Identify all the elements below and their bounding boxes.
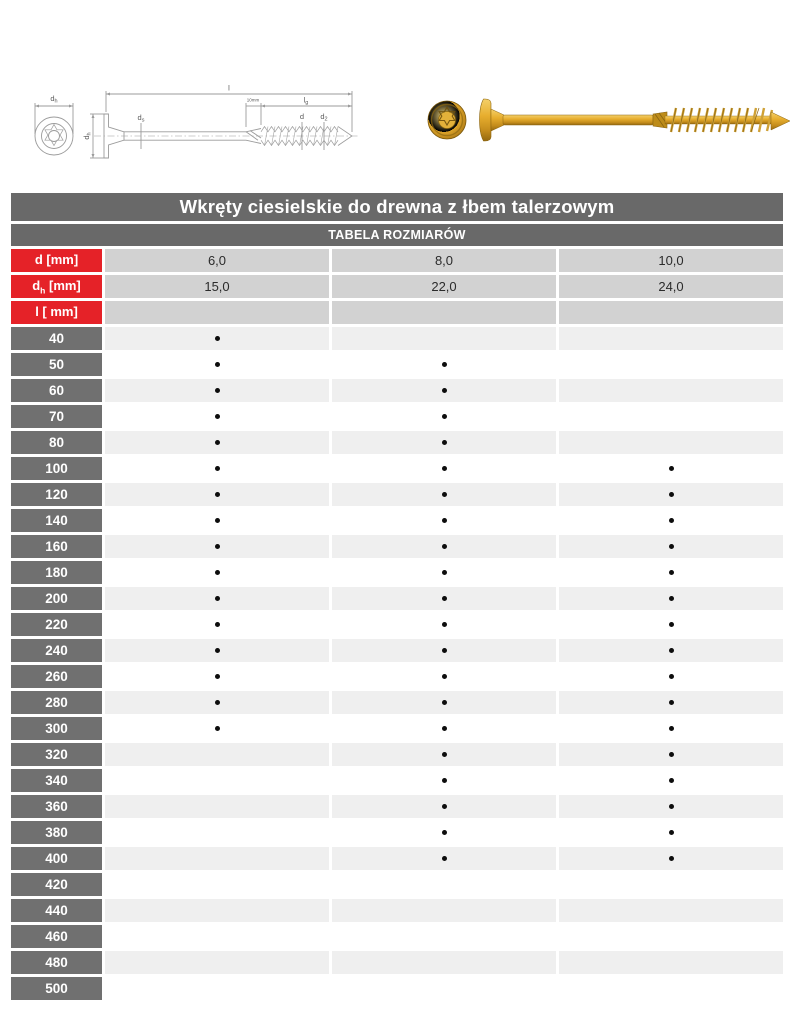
param-value: 8,0	[332, 249, 556, 272]
availability-dot	[669, 492, 674, 497]
availability-dot	[215, 336, 220, 341]
size-row	[11, 587, 783, 610]
availability-cell	[559, 353, 783, 376]
screw-body-photo	[480, 99, 791, 141]
availability-cell	[332, 769, 556, 792]
availability-cell	[105, 327, 329, 350]
availability-cell	[559, 769, 783, 792]
availability-cell	[332, 951, 556, 974]
availability-dot	[669, 830, 674, 835]
availability-cell	[105, 873, 329, 896]
size-row	[11, 639, 783, 662]
availability-dot	[669, 596, 674, 601]
availability-dot	[669, 778, 674, 783]
param-row	[11, 275, 783, 298]
availability-dot	[442, 414, 447, 419]
availability-cell	[105, 795, 329, 818]
length-label: 280	[11, 691, 102, 714]
availability-cell	[332, 717, 556, 740]
length-label: 400	[11, 847, 102, 870]
length-label: 70	[11, 405, 102, 428]
param-value: 24,0	[559, 275, 783, 298]
length-label: 220	[11, 613, 102, 636]
availability-cell	[559, 795, 783, 818]
availability-dot	[442, 570, 447, 575]
availability-cell	[105, 743, 329, 766]
availability-cell	[559, 613, 783, 636]
size-rows	[11, 327, 783, 1000]
length-label: 60	[11, 379, 102, 402]
size-row	[11, 483, 783, 506]
param-value	[332, 301, 556, 324]
length-label: 360	[11, 795, 102, 818]
availability-dot	[442, 700, 447, 705]
size-row	[11, 327, 783, 350]
length-label: 200	[11, 587, 102, 610]
availability-cell	[332, 483, 556, 506]
size-row	[11, 613, 783, 636]
param-label	[11, 249, 102, 272]
availability-dot	[669, 804, 674, 809]
technical-drawing	[6, 6, 366, 191]
length-label: 340	[11, 769, 102, 792]
availability-cell	[105, 457, 329, 480]
availability-cell	[105, 691, 329, 714]
availability-cell	[559, 457, 783, 480]
availability-dot	[215, 466, 220, 471]
availability-cell	[105, 717, 329, 740]
availability-dot	[669, 518, 674, 523]
availability-dot	[442, 726, 447, 731]
length-label: 180	[11, 561, 102, 584]
length-label: 420	[11, 873, 102, 896]
size-row	[11, 509, 783, 532]
size-row	[11, 379, 783, 402]
availability-cell	[105, 951, 329, 974]
param-value: 22,0	[332, 275, 556, 298]
availability-cell	[105, 587, 329, 610]
availability-dot	[215, 726, 220, 731]
param-value: 10,0	[559, 249, 783, 272]
torx-star-outline	[45, 125, 63, 146]
availability-cell	[559, 405, 783, 428]
availability-dot	[669, 726, 674, 731]
size-row	[11, 925, 783, 948]
size-row	[11, 717, 783, 740]
availability-dot	[442, 804, 447, 809]
availability-cell	[105, 613, 329, 636]
param-label	[11, 301, 102, 324]
availability-dot	[442, 388, 447, 393]
availability-cell	[559, 561, 783, 584]
availability-cell	[559, 691, 783, 714]
length-label: 40	[11, 327, 102, 350]
size-row	[11, 535, 783, 558]
availability-dot	[442, 518, 447, 523]
length-label: 500	[11, 977, 102, 1000]
length-label: 240	[11, 639, 102, 662]
screw-side-view	[82, 84, 358, 159]
availability-cell	[105, 431, 329, 454]
length-label: 320	[11, 743, 102, 766]
param-value	[105, 301, 329, 324]
availability-dot	[669, 674, 674, 679]
dim-label-lg: $l_g$	[303, 95, 309, 107]
size-row	[11, 691, 783, 714]
availability-cell	[332, 561, 556, 584]
availability-dot	[669, 648, 674, 653]
availability-cell	[105, 379, 329, 402]
dim-label-ds: $d_s$	[137, 113, 145, 124]
availability-dot	[442, 622, 447, 627]
param-value: 15,0	[105, 275, 329, 298]
availability-dot	[215, 414, 220, 419]
param-row	[11, 301, 783, 324]
availability-dot	[442, 596, 447, 601]
length-label: 460	[11, 925, 102, 948]
size-row	[11, 431, 783, 454]
size-row	[11, 847, 783, 870]
size-row	[11, 405, 783, 428]
availability-cell	[332, 457, 556, 480]
size-row	[11, 743, 783, 766]
thread	[261, 127, 338, 132]
dim-label-d: d	[299, 112, 305, 121]
availability-cell	[332, 691, 556, 714]
size-row	[11, 353, 783, 376]
availability-cell	[559, 899, 783, 922]
availability-cell	[559, 821, 783, 844]
table-subtitle: TABELA ROZMIARÓW	[11, 224, 783, 246]
availability-cell	[559, 639, 783, 662]
head-top-view	[35, 94, 73, 155]
availability-dot	[442, 674, 447, 679]
length-label: 380	[11, 821, 102, 844]
availability-cell	[332, 431, 556, 454]
availability-cell	[559, 951, 783, 974]
availability-dot	[215, 700, 220, 705]
size-table	[11, 193, 783, 1000]
availability-dot	[669, 466, 674, 471]
length-label: 260	[11, 665, 102, 688]
size-row	[11, 951, 783, 974]
availability-cell	[105, 561, 329, 584]
availability-cell	[559, 587, 783, 610]
availability-cell	[559, 977, 783, 1000]
availability-cell	[332, 743, 556, 766]
availability-cell	[559, 509, 783, 532]
availability-cell	[332, 873, 556, 896]
header-rows	[11, 249, 783, 324]
availability-cell	[332, 821, 556, 844]
availability-dot	[215, 440, 220, 445]
availability-dot	[215, 492, 220, 497]
dim-label-l: l	[228, 83, 230, 93]
length-label: 440	[11, 899, 102, 922]
param-label-text: l [ mm]	[35, 303, 78, 319]
availability-cell	[332, 847, 556, 870]
availability-cell	[332, 639, 556, 662]
availability-dot	[442, 362, 447, 367]
availability-dot	[442, 440, 447, 445]
length-label: 50	[11, 353, 102, 376]
availability-dot	[215, 596, 220, 601]
availability-cell	[559, 847, 783, 870]
size-row	[11, 795, 783, 818]
size-row	[11, 873, 783, 896]
length-label: 160	[11, 535, 102, 558]
size-row	[11, 769, 783, 792]
size-row	[11, 821, 783, 844]
availability-dot	[669, 700, 674, 705]
length-label: 480	[11, 951, 102, 974]
availability-cell	[105, 405, 329, 428]
dim-label-10mm: 10mm	[246, 97, 260, 103]
availability-cell	[559, 431, 783, 454]
size-row	[11, 561, 783, 584]
param-label	[11, 275, 102, 298]
length-label: 120	[11, 483, 102, 506]
availability-cell	[332, 587, 556, 610]
availability-dot	[442, 752, 447, 757]
dim-label-d2: $d_2$	[320, 112, 328, 123]
availability-cell	[105, 899, 329, 922]
availability-cell	[332, 509, 556, 532]
availability-cell	[105, 665, 329, 688]
availability-cell	[332, 977, 556, 1000]
availability-cell	[332, 613, 556, 636]
availability-dot	[442, 492, 447, 497]
param-value	[559, 301, 783, 324]
availability-cell	[332, 899, 556, 922]
availability-dot	[442, 778, 447, 783]
availability-cell	[105, 847, 329, 870]
availability-cell	[559, 873, 783, 896]
availability-cell	[559, 925, 783, 948]
availability-dot	[442, 648, 447, 653]
availability-cell	[332, 327, 556, 350]
length-label: 80	[11, 431, 102, 454]
availability-cell	[332, 795, 556, 818]
availability-cell	[559, 483, 783, 506]
availability-dot	[215, 648, 220, 653]
size-row	[11, 899, 783, 922]
availability-dot	[215, 362, 220, 367]
screw-head-photo	[428, 101, 466, 139]
availability-dot	[215, 388, 220, 393]
availability-cell	[105, 769, 329, 792]
availability-cell	[332, 405, 556, 428]
availability-cell	[105, 977, 329, 1000]
size-row	[11, 457, 783, 480]
availability-cell	[332, 353, 556, 376]
availability-cell	[105, 509, 329, 532]
availability-cell	[559, 743, 783, 766]
availability-dot	[215, 518, 220, 523]
param-row	[11, 249, 783, 272]
availability-dot	[442, 856, 447, 861]
availability-dot	[669, 856, 674, 861]
length-label: 100	[11, 457, 102, 480]
param-value: 6,0	[105, 249, 329, 272]
length-label: 300	[11, 717, 102, 740]
param-label-text: d [mm]	[34, 251, 79, 267]
availability-dot	[442, 830, 447, 835]
availability-dot	[442, 544, 447, 549]
availability-dot	[215, 570, 220, 575]
availability-dot	[215, 622, 220, 627]
availability-dot	[669, 570, 674, 575]
availability-dot	[442, 466, 447, 471]
availability-dot	[215, 544, 220, 549]
availability-cell	[105, 821, 329, 844]
size-row	[11, 665, 783, 688]
screw-tip-photo	[771, 112, 790, 130]
availability-dot	[215, 674, 220, 679]
table-title: Wkręty ciesielskie do drewna z łbem talerzowym	[11, 193, 783, 221]
product-photo	[405, 70, 795, 175]
availability-dot	[669, 752, 674, 757]
availability-dot	[669, 544, 674, 549]
dim-label-dh-side: $d_h$	[82, 132, 93, 140]
availability-cell	[105, 639, 329, 662]
size-row	[11, 977, 783, 1000]
availability-cell	[105, 353, 329, 376]
dim-label-dh-top: $d_h$	[50, 94, 58, 105]
availability-cell	[332, 665, 556, 688]
availability-cell	[105, 483, 329, 506]
availability-cell	[105, 925, 329, 948]
availability-dot	[669, 622, 674, 627]
param-label-text: $d_h$ [mm]	[32, 277, 81, 296]
availability-cell	[332, 535, 556, 558]
availability-cell	[559, 327, 783, 350]
availability-cell	[559, 665, 783, 688]
availability-cell	[559, 535, 783, 558]
availability-cell	[105, 535, 329, 558]
availability-cell	[559, 379, 783, 402]
availability-cell	[332, 925, 556, 948]
availability-cell	[332, 379, 556, 402]
availability-cell	[559, 717, 783, 740]
length-label: 140	[11, 509, 102, 532]
